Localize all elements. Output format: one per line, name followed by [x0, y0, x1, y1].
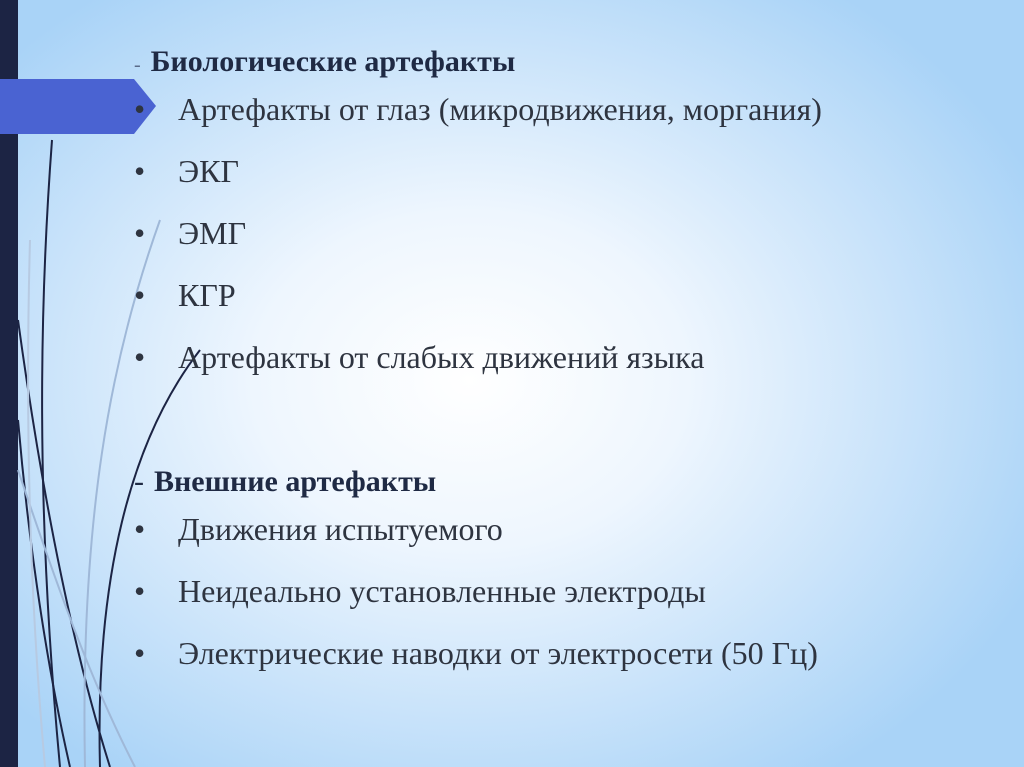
bullet: • [134, 635, 146, 671]
heading-dash: - [134, 54, 141, 76]
list-item-text: Электрические наводки от электросети (50 Гц) [178, 635, 818, 671]
bullet: • [134, 277, 146, 313]
bullet: • [134, 153, 146, 189]
bullet: • [134, 215, 146, 251]
list-item-text: ЭМГ [178, 215, 247, 251]
list-item [134, 276, 236, 314]
bullet: • [134, 511, 146, 547]
heading-text: Внешние артефакты [154, 465, 437, 498]
list-item-text: КГР [178, 277, 236, 313]
list-item-text: ЭКГ [178, 153, 239, 189]
list-item [134, 152, 239, 190]
list-item-text: Артефакты от глаз (микродвижения, моргания) [178, 91, 822, 127]
section-heading-external [134, 464, 436, 500]
list-item [134, 214, 246, 252]
list-item-text: Неидеально установленные электроды [178, 573, 706, 609]
bullet: • [134, 339, 146, 375]
list-item [134, 90, 822, 128]
list-item-text: Движения испытуемого [178, 511, 503, 547]
bullet: • [134, 573, 146, 609]
list-item [134, 634, 818, 672]
heading-text: Биологические артефакты [150, 45, 516, 78]
list-item [134, 338, 704, 376]
list-item-text: Артефакты от слабых движений языка [178, 339, 705, 375]
list-item [134, 572, 706, 610]
section-heading-biological [134, 44, 515, 83]
list-item [134, 510, 503, 548]
bullet: • [134, 91, 146, 127]
heading-dash: - [134, 465, 144, 498]
